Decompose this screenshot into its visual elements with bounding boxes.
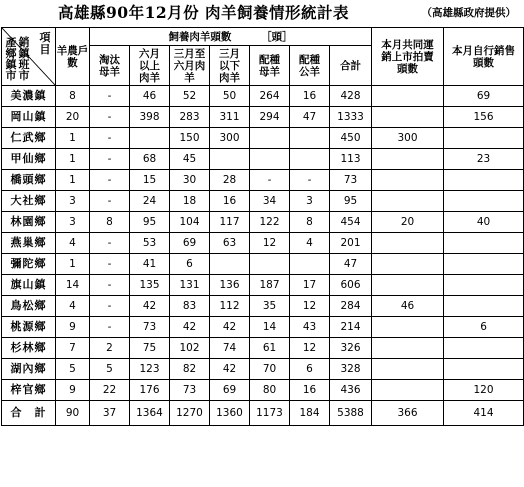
value-cell: 80	[250, 380, 290, 401]
value-cell: 294	[250, 107, 290, 128]
value-cell	[290, 128, 330, 149]
value-cell: -	[250, 170, 290, 191]
value-cell: 5	[90, 359, 130, 380]
area-cell: 仁武鄉	[2, 128, 56, 149]
value-cell: 47	[330, 254, 372, 275]
value-cell: 73	[330, 170, 372, 191]
table-row	[2, 128, 524, 149]
value-cell: 187	[250, 275, 290, 296]
unit-label: ［頭］	[261, 30, 293, 43]
table-row	[2, 254, 524, 275]
value-cell: -	[90, 191, 130, 212]
table-row	[2, 149, 524, 170]
value-cell: 20	[56, 107, 90, 128]
value-cell: 4	[290, 233, 330, 254]
value-cell: 450	[330, 128, 372, 149]
table-body	[2, 86, 524, 426]
value-cell: 47	[290, 107, 330, 128]
value-cell: -	[90, 149, 130, 170]
value-cell	[290, 254, 330, 275]
area-cell: 大社鄉	[2, 191, 56, 212]
value-cell	[290, 149, 330, 170]
value-cell: 123	[130, 359, 170, 380]
value-cell: 1360	[210, 401, 250, 426]
title-bar	[0, 0, 524, 22]
corner-header	[2, 28, 56, 86]
value-cell: 398	[130, 107, 170, 128]
value-cell	[444, 128, 524, 149]
value-cell: -	[90, 233, 130, 254]
value-cell: 1270	[170, 401, 210, 426]
value-cell: 8	[56, 86, 90, 107]
value-cell	[372, 170, 444, 191]
sub-header: 六月以上肉羊	[130, 46, 170, 86]
table-row	[2, 359, 524, 380]
page-title: 高雄縣90年12月份 肉羊飼養情形統計表	[58, 3, 350, 22]
sub-header: 三月至六月肉羊	[170, 46, 210, 86]
value-cell: 45	[170, 149, 210, 170]
value-cell: 68	[130, 149, 170, 170]
value-cell: 300	[372, 128, 444, 149]
value-cell: 3	[56, 212, 90, 233]
value-cell: -	[90, 254, 130, 275]
table-row	[2, 296, 524, 317]
table-row	[2, 107, 524, 128]
area-cell: 旗山鎮	[2, 275, 56, 296]
value-cell	[444, 296, 524, 317]
corner-region-label: 產鄉鎮市	[5, 36, 17, 82]
corner-region-label-2: 銷鎮班市	[18, 36, 30, 82]
value-cell: 7	[56, 338, 90, 359]
value-cell	[444, 254, 524, 275]
value-cell: 214	[330, 317, 372, 338]
value-cell: 284	[330, 296, 372, 317]
sub-header: 配種母羊	[250, 46, 290, 86]
value-cell	[372, 107, 444, 128]
area-cell: 合 計	[2, 401, 56, 426]
area-cell: 燕巢鄉	[2, 233, 56, 254]
value-cell: 69	[444, 86, 524, 107]
value-cell: 1	[56, 128, 90, 149]
value-cell: 176	[130, 380, 170, 401]
livestock-table	[1, 27, 524, 426]
value-cell	[210, 149, 250, 170]
value-cell: 150	[170, 128, 210, 149]
value-cell: 52	[170, 86, 210, 107]
households-header: 羊農戶數	[56, 28, 90, 86]
value-cell	[250, 128, 290, 149]
sub-header: 配種公羊	[290, 46, 330, 86]
value-cell: 82	[170, 359, 210, 380]
value-cell: 53	[130, 233, 170, 254]
value-cell: 414	[444, 401, 524, 426]
value-cell: 14	[250, 317, 290, 338]
total-row	[2, 401, 524, 426]
value-cell: 606	[330, 275, 372, 296]
value-cell: 16	[210, 191, 250, 212]
value-cell: 6	[290, 359, 330, 380]
table-row	[2, 275, 524, 296]
table-row	[2, 212, 524, 233]
value-cell: 264	[250, 86, 290, 107]
table-row	[2, 86, 524, 107]
value-cell: 37	[90, 401, 130, 426]
value-cell	[444, 170, 524, 191]
value-cell: -	[90, 107, 130, 128]
value-cell	[130, 128, 170, 149]
value-cell: 30	[170, 170, 210, 191]
value-cell: 8	[90, 212, 130, 233]
value-cell: 15	[130, 170, 170, 191]
area-cell: 彌陀鄉	[2, 254, 56, 275]
value-cell: 6	[170, 254, 210, 275]
value-cell: 14	[56, 275, 90, 296]
value-cell	[372, 191, 444, 212]
value-cell: 156	[444, 107, 524, 128]
value-cell: 5388	[330, 401, 372, 426]
value-cell: 5	[56, 359, 90, 380]
value-cell: 18	[170, 191, 210, 212]
value-cell: 3	[56, 191, 90, 212]
value-cell	[372, 317, 444, 338]
value-cell: 74	[210, 338, 250, 359]
value-cell: 16	[290, 86, 330, 107]
value-cell: 366	[372, 401, 444, 426]
sub-header: 淘汰母羊	[90, 46, 130, 86]
value-cell: 300	[210, 128, 250, 149]
value-cell: 120	[444, 380, 524, 401]
value-cell	[250, 149, 290, 170]
area-cell: 美濃鎮	[2, 86, 56, 107]
value-cell: 69	[170, 233, 210, 254]
value-cell: 112	[210, 296, 250, 317]
value-cell: -	[90, 86, 130, 107]
value-cell: 326	[330, 338, 372, 359]
value-cell: 46	[130, 86, 170, 107]
value-cell: 136	[210, 275, 250, 296]
value-cell: -	[290, 170, 330, 191]
value-cell	[210, 254, 250, 275]
value-cell: 454	[330, 212, 372, 233]
value-cell: 42	[170, 317, 210, 338]
value-cell	[444, 191, 524, 212]
value-cell: 90	[56, 401, 90, 426]
value-cell: 283	[170, 107, 210, 128]
self-sale-header: 本月自行銷售頭數	[444, 28, 524, 86]
table-row	[2, 317, 524, 338]
value-cell: 311	[210, 107, 250, 128]
value-cell: 70	[250, 359, 290, 380]
table-row	[2, 338, 524, 359]
value-cell: 1	[56, 149, 90, 170]
value-cell: 83	[170, 296, 210, 317]
value-cell: 8	[290, 212, 330, 233]
value-cell: 1364	[130, 401, 170, 426]
value-cell: -	[90, 128, 130, 149]
value-cell: 122	[250, 212, 290, 233]
value-cell: 9	[56, 380, 90, 401]
value-cell: 104	[170, 212, 210, 233]
value-cell: 4	[56, 233, 90, 254]
value-cell: 63	[210, 233, 250, 254]
value-cell	[444, 359, 524, 380]
group-header	[90, 28, 372, 46]
group-header-label: 飼養肉羊頭數	[168, 30, 232, 43]
area-cell: 林園鄉	[2, 212, 56, 233]
value-cell: 12	[290, 338, 330, 359]
value-cell: 102	[170, 338, 210, 359]
area-cell: 橋頭鄉	[2, 170, 56, 191]
value-cell: 41	[130, 254, 170, 275]
value-cell	[372, 233, 444, 254]
value-cell	[372, 86, 444, 107]
value-cell	[372, 275, 444, 296]
sub-header: 合計	[330, 46, 372, 86]
area-cell: 甲仙鄉	[2, 149, 56, 170]
table-row	[2, 233, 524, 254]
value-cell: 22	[90, 380, 130, 401]
value-cell: 117	[210, 212, 250, 233]
value-cell	[372, 338, 444, 359]
value-cell	[444, 275, 524, 296]
value-cell	[372, 254, 444, 275]
value-cell: 1333	[330, 107, 372, 128]
value-cell: 12	[250, 233, 290, 254]
value-cell: 184	[290, 401, 330, 426]
value-cell: 43	[290, 317, 330, 338]
area-cell: 梓官鄉	[2, 380, 56, 401]
value-cell: 135	[130, 275, 170, 296]
source-note: （高雄縣政府提供）	[421, 7, 516, 19]
value-cell: 1	[56, 170, 90, 191]
table-row	[2, 170, 524, 191]
value-cell: 9	[56, 317, 90, 338]
value-cell: 436	[330, 380, 372, 401]
value-cell: 131	[170, 275, 210, 296]
value-cell: 20	[372, 212, 444, 233]
value-cell: 4	[56, 296, 90, 317]
value-cell: 73	[130, 317, 170, 338]
value-cell: 328	[330, 359, 372, 380]
value-cell: 428	[330, 86, 372, 107]
value-cell: -	[90, 296, 130, 317]
value-cell: 75	[130, 338, 170, 359]
value-cell: 69	[210, 380, 250, 401]
value-cell: -	[90, 317, 130, 338]
value-cell: 95	[330, 191, 372, 212]
area-cell: 鳥松鄉	[2, 296, 56, 317]
value-cell: 42	[130, 296, 170, 317]
value-cell: 17	[290, 275, 330, 296]
value-cell: 95	[130, 212, 170, 233]
value-cell	[372, 359, 444, 380]
table-row	[2, 380, 524, 401]
value-cell: 23	[444, 149, 524, 170]
value-cell: 3	[290, 191, 330, 212]
value-cell: 12	[290, 296, 330, 317]
value-cell: 46	[372, 296, 444, 317]
sub-header: 三月以下肉羊	[210, 46, 250, 86]
value-cell: 201	[330, 233, 372, 254]
value-cell	[372, 380, 444, 401]
value-cell: 35	[250, 296, 290, 317]
table-row	[2, 191, 524, 212]
value-cell: 24	[130, 191, 170, 212]
area-cell: 湖內鄉	[2, 359, 56, 380]
value-cell: -	[90, 275, 130, 296]
corner-item-label: 項目	[39, 31, 51, 56]
value-cell	[250, 254, 290, 275]
value-cell: 34	[250, 191, 290, 212]
area-cell: 杉林鄉	[2, 338, 56, 359]
value-cell	[444, 338, 524, 359]
area-cell: 桃源鄉	[2, 317, 56, 338]
area-cell: 岡山鎮	[2, 107, 56, 128]
value-cell: 28	[210, 170, 250, 191]
value-cell	[444, 233, 524, 254]
value-cell: 2	[90, 338, 130, 359]
value-cell: 50	[210, 86, 250, 107]
value-cell: 40	[444, 212, 524, 233]
value-cell: 42	[210, 359, 250, 380]
joint-sale-header: 本月共同運銷上市拍賣頭數	[372, 28, 444, 86]
value-cell: -	[90, 170, 130, 191]
value-cell	[372, 149, 444, 170]
value-cell: 1173	[250, 401, 290, 426]
value-cell: 1	[56, 254, 90, 275]
value-cell: 6	[444, 317, 524, 338]
value-cell: 61	[250, 338, 290, 359]
value-cell: 42	[210, 317, 250, 338]
value-cell: 16	[290, 380, 330, 401]
value-cell: 73	[170, 380, 210, 401]
value-cell: 113	[330, 149, 372, 170]
